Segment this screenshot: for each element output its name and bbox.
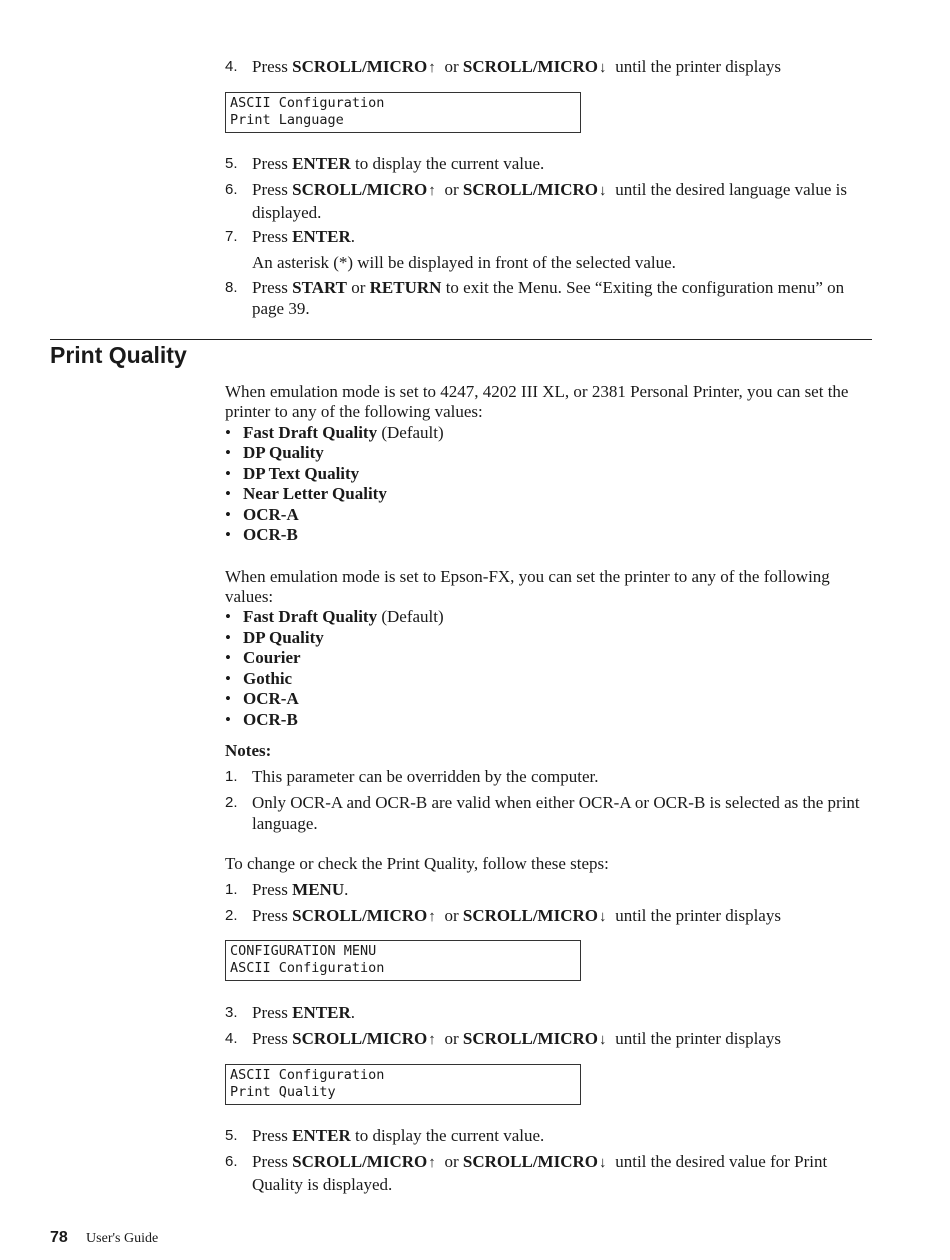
page-number: 78 xyxy=(50,1229,68,1246)
step-text: Press SCROLL/MICRO↑ or SCROLL/MICRO↓ until the desired language value is displayed. xyxy=(252,180,848,222)
up-arrow-icon: ↑ xyxy=(428,1032,436,1048)
list-item: • OCR-B xyxy=(225,525,298,544)
down-arrow-icon: ↓ xyxy=(598,1155,607,1171)
page-footer xyxy=(50,1227,158,1247)
intro-paragraph-1: When emulation mode is set to 4247, 4202 III XL, or 2381 Personal Printer, you can set the printer to any of the following values: xyxy=(225,382,849,421)
step-8 xyxy=(225,277,865,319)
step-note-text: An asterisk (*) will be displayed in front of the selected value. xyxy=(252,253,676,272)
up-arrow-icon: ↑ xyxy=(428,909,436,925)
section-divider xyxy=(50,339,872,340)
lcd-line: Print Quality xyxy=(230,1084,336,1100)
step-text: Press SCROLL/MICRO↑ or SCROLL/MICRO↓ until the printer displays xyxy=(252,1028,865,1051)
step-5b xyxy=(225,1125,865,1146)
lcd-line: CONFIGURATION MENU xyxy=(230,943,377,959)
step-number: 2. xyxy=(225,907,238,924)
step-text: Press SCROLL/MICRO↑ or SCROLL/MICRO↓ until the desired value for Print Quality is displayed. xyxy=(252,1152,828,1194)
step-text: Press ENTER to display the current value. xyxy=(252,1126,545,1145)
up-arrow-icon: ↑ xyxy=(428,60,436,76)
step-text: Press START or RETURN to exit the Menu. See “Exiting the configuration menu” on page 39. xyxy=(252,278,845,318)
steps-intro: To change or check the Print Quality, follow these steps: xyxy=(225,854,609,873)
note-2 xyxy=(225,792,865,834)
list-item: • Fast Draft Quality (Default) xyxy=(225,607,444,626)
step-number: 6. xyxy=(225,181,238,198)
step-number: 7. xyxy=(225,228,238,245)
list-item: • Gothic xyxy=(225,669,293,688)
up-arrow-icon: ↑ xyxy=(428,1155,436,1171)
list-item: • DP Text Quality xyxy=(225,464,360,483)
lcd-display-print-language xyxy=(225,92,581,133)
step-2 xyxy=(225,905,865,928)
step-3 xyxy=(225,1002,865,1023)
step-7-note xyxy=(225,252,865,273)
note-number: 2. xyxy=(225,794,238,811)
note-number: 1. xyxy=(225,768,238,785)
step-text: Press ENTER. xyxy=(252,1003,355,1022)
down-arrow-icon: ↓ xyxy=(598,60,607,76)
step-5 xyxy=(225,153,865,174)
lcd-line: ASCII Configuration xyxy=(230,1067,385,1083)
notes-label: Notes: xyxy=(225,741,272,760)
step-7 xyxy=(225,226,865,247)
section-title: Print Quality xyxy=(50,342,187,368)
up-arrow-icon: ↑ xyxy=(428,183,436,199)
step-number: 5. xyxy=(225,155,238,172)
step-number: 3. xyxy=(225,1004,238,1021)
lcd-line: Print Language xyxy=(230,112,344,128)
step-4 xyxy=(225,56,865,79)
step-number: 8. xyxy=(225,279,238,296)
intro-paragraph-2: When emulation mode is set to Epson-FX, you can set the printer to any of the following values: xyxy=(225,567,830,606)
step-number: 4. xyxy=(225,1030,238,1047)
step-number: 1. xyxy=(225,881,238,898)
down-arrow-icon: ↓ xyxy=(598,183,607,199)
note-text: This parameter can be overridden by the computer. xyxy=(252,767,599,786)
step-text: Press ENTER to display the current value. xyxy=(252,154,545,173)
list-item: • DP Quality xyxy=(225,628,324,647)
list-item: • Courier xyxy=(225,648,301,667)
step-number: 5. xyxy=(225,1127,238,1144)
down-arrow-icon: ↓ xyxy=(598,909,607,925)
lcd-line: ASCII Configuration xyxy=(230,960,385,976)
down-arrow-icon: ↓ xyxy=(598,1032,607,1048)
list-item: • OCR-B xyxy=(225,710,298,729)
step-text: Press ENTER. xyxy=(252,227,355,246)
step-text: Press SCROLL/MICRO↑ or SCROLL/MICRO↓ until the printer displays xyxy=(252,56,865,79)
step-text: Press SCROLL/MICRO↑ or SCROLL/MICRO↓ until the printer displays xyxy=(252,905,865,928)
list-item: • Near Letter Quality xyxy=(225,484,387,503)
step-text: Press MENU. xyxy=(252,880,349,899)
step-number: 6. xyxy=(225,1153,238,1170)
lcd-line: ASCII Configuration xyxy=(230,95,385,111)
step-1 xyxy=(225,879,865,900)
step-number: 4. xyxy=(225,58,238,75)
lcd-display-print-quality xyxy=(225,1064,581,1105)
lcd-display-configuration-menu xyxy=(225,940,581,981)
step-6b xyxy=(225,1151,865,1195)
list-item: • Fast Draft Quality (Default) xyxy=(225,423,444,442)
step-4b xyxy=(225,1028,865,1051)
list-item: • OCR-A xyxy=(225,689,299,708)
footer-guide-title: User's Guide xyxy=(86,1231,159,1246)
note-text: Only OCR-A and OCR-B are valid when either OCR-A or OCR-B is selected as the print language. xyxy=(252,793,860,833)
list-item: • DP Quality xyxy=(225,443,324,462)
list-item: • OCR-A xyxy=(225,505,299,524)
step-6 xyxy=(225,179,865,223)
note-1 xyxy=(225,766,865,787)
